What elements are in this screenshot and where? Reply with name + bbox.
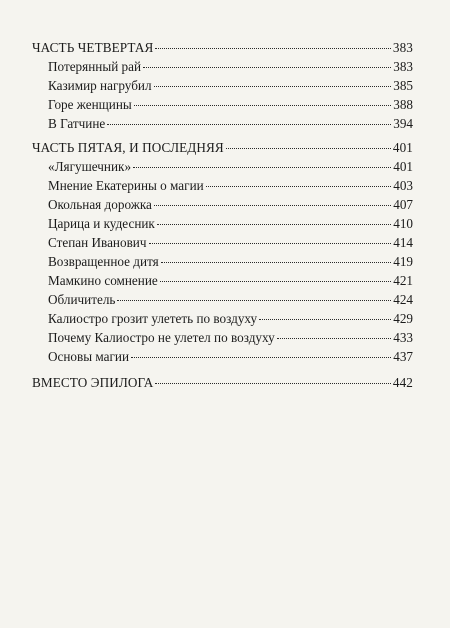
page-number: 401 [393, 159, 413, 174]
chapter-title: Основы магии [48, 349, 130, 364]
dot-leader [107, 124, 391, 125]
chapter-title: Степан Иванович [48, 235, 147, 250]
chapter-title: Обличитель [48, 292, 116, 307]
toc-entry [32, 114, 413, 133]
dot-leader [149, 243, 391, 244]
chapter-title: «Лягушечник» [48, 159, 132, 174]
dot-leader [277, 338, 391, 339]
part-title: ЧАСТЬ ПЯТАЯ, И ПОСЛЕДНЯЯ [32, 140, 224, 155]
chapter-title: В Гатчине [48, 116, 106, 131]
toc-entry [32, 347, 413, 366]
page-number: 394 [393, 116, 413, 131]
page-number: 407 [393, 197, 413, 212]
toc-entry [32, 76, 413, 95]
chapter-title: Почему Калиостро не улетел по воздуху [48, 330, 275, 345]
page-number: 410 [393, 216, 413, 231]
chapter-title: Горе женщины [48, 97, 132, 112]
page-number: 421 [393, 273, 413, 288]
toc-entry [32, 309, 413, 328]
dot-leader [143, 67, 391, 68]
chapter-title: Мамкино сомнение [48, 273, 158, 288]
dot-leader [154, 205, 391, 206]
dot-leader [155, 48, 391, 49]
page-number: 433 [393, 330, 413, 345]
chapter-title: Царица и кудесник [48, 216, 155, 231]
toc-entry [32, 233, 413, 252]
dot-leader [133, 167, 391, 168]
page-number: 419 [393, 254, 413, 269]
chapter-title: Калиостро грозит улететь по воздуху [48, 311, 258, 326]
toc-entry [32, 195, 413, 214]
toc-entry [32, 252, 413, 271]
chapter-title: Окольная дорожка [48, 197, 152, 212]
dot-leader [206, 186, 391, 187]
toc-entry [32, 214, 413, 233]
page-number: 383 [393, 59, 413, 74]
dot-leader [226, 148, 391, 149]
page-number: 401 [392, 140, 413, 155]
page-number: 424 [393, 292, 413, 307]
dot-leader [161, 262, 391, 263]
page-number: 414 [393, 235, 413, 250]
toc-part-five [32, 138, 413, 366]
chapter-title: Возвращенное дитя [48, 254, 159, 269]
dot-leader [134, 105, 391, 106]
page-number: 388 [393, 97, 413, 112]
page-number: 383 [392, 40, 413, 55]
dot-leader [155, 383, 391, 384]
page-number: 437 [393, 349, 413, 364]
dot-leader [154, 86, 391, 87]
dot-leader [131, 357, 391, 358]
chapter-title: Казимир нагрубил [48, 78, 152, 93]
toc-entry [32, 290, 413, 309]
toc-entry [32, 57, 413, 76]
toc-part-heading [32, 373, 413, 392]
toc-entry [32, 176, 413, 195]
chapter-title: Мнение Екатерины о магии [48, 178, 204, 193]
page-number: 429 [393, 311, 413, 326]
toc-entry [32, 328, 413, 347]
page-number: 442 [392, 375, 413, 390]
dot-leader [259, 319, 391, 320]
part-title: ВМЕСТО ЭПИЛОГА [32, 375, 154, 390]
toc-entry [32, 271, 413, 290]
part-title: ЧАСТЬ ЧЕТВЕРТАЯ [32, 40, 154, 55]
toc-entry [32, 95, 413, 114]
toc-entry [32, 157, 413, 176]
toc-epilogue [32, 373, 413, 392]
toc-part-heading [32, 138, 413, 157]
dot-leader [160, 281, 391, 282]
chapter-title: Потерянный рай [48, 59, 142, 74]
dot-leader [157, 224, 391, 225]
dot-leader [117, 300, 391, 301]
table-of-contents [32, 38, 413, 392]
toc-part-four [32, 38, 413, 133]
section-spacer [32, 366, 413, 373]
toc-part-heading [32, 38, 413, 57]
page-number: 385 [393, 78, 413, 93]
page-number: 403 [393, 178, 413, 193]
